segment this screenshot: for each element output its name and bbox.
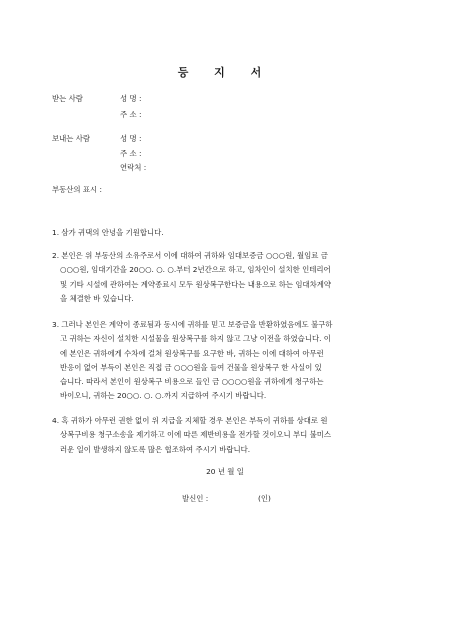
receiver-name-label: 성 명 : [120, 94, 142, 103]
paragraph-line: 러운 일이 발생하지 않도록 많은 협조하여 주시기 바랍니다. [60, 444, 251, 454]
paragraph-line: 에 본인은 귀하에게 수차에 걸쳐 원상복구를 요구한 바, 귀하는 이에 대하여 아무런 [60, 348, 324, 358]
paragraph-line: 바이오니, 귀하는 20○○. ○. ○.까지 지급하여 주시기 바랍니다. [60, 391, 267, 401]
paragraph-line: 상복구비용 청구소송을 제기하고 이에 따른 제반비용을 전가할 것이오니 부디 불미스 [60, 430, 332, 440]
sender-name-label: 성 명 : [120, 134, 142, 143]
paragraph-line: 1. 삼가 귀댁의 안녕을 기원합니다. [52, 228, 164, 237]
receiver-address-label: 주 소 : [120, 110, 142, 119]
paragraph-line: ○○○원, 임대기간을 20○○. ○. ○.부터 2년간으로 하고, 임차인이 설치한 인테리어 [60, 265, 331, 275]
paragraph-line: 2. 본인은 위 부동산의 소유주로서 이에 대하여 귀하와 임대보증금 ○○○원, 월임료 금 [52, 251, 328, 260]
signature-label: 발신인 : [182, 494, 209, 503]
paragraph-1 [52, 229, 410, 243]
document-title: 등 지 서 [177, 66, 273, 79]
paragraph-4 [52, 417, 410, 460]
sender-contact-label: 연락처 : [120, 163, 147, 172]
paragraph-3 [52, 321, 410, 407]
paragraph-line: 3. 그러나 본인은 계약이 종료됨과 동시에 귀하를 믿고 보증금을 반환하였음에도 불구하 [52, 320, 333, 329]
paragraph-line: 습니다. 따라서 본인이 원상복구 비용으로 들인 금 ○○○○원을 귀하에게 청구하는 [60, 377, 324, 387]
date-line: 20 년 월 일 [206, 467, 244, 476]
receiver-label: 받는 사람 [52, 94, 83, 103]
paragraph-line: 및 기타 시설에 관하여는 계약종료시 모두 원상복구한다는 내용으로 하는 임대차계약 [60, 279, 332, 289]
seal-mark: (인) [258, 494, 271, 503]
paragraph-line: 4. 혹 귀하가 아무런 권한 없이 위 지급을 지체할 경우 본인은 부득이 귀하를 상대로 원 [52, 416, 328, 425]
property-label: 부동산의 표시 : [52, 185, 103, 194]
sender-label: 보내는 사람 [52, 134, 91, 143]
paragraph-line: 고 귀하는 자신이 설치한 시설물을 원상복구를 하지 않고 그냥 이전을 하였습니다. 이 [60, 334, 331, 344]
sender-address-label: 주 소 : [120, 149, 142, 158]
paragraph-line: 을 체결한 바 있습니다. [60, 293, 134, 303]
paragraph-line: 반응이 없어 부득이 본인은 직접 금 ○○○원을 들여 건물을 원상복구 한 사실이 있 [60, 362, 322, 372]
paragraph-2 [52, 252, 410, 309]
